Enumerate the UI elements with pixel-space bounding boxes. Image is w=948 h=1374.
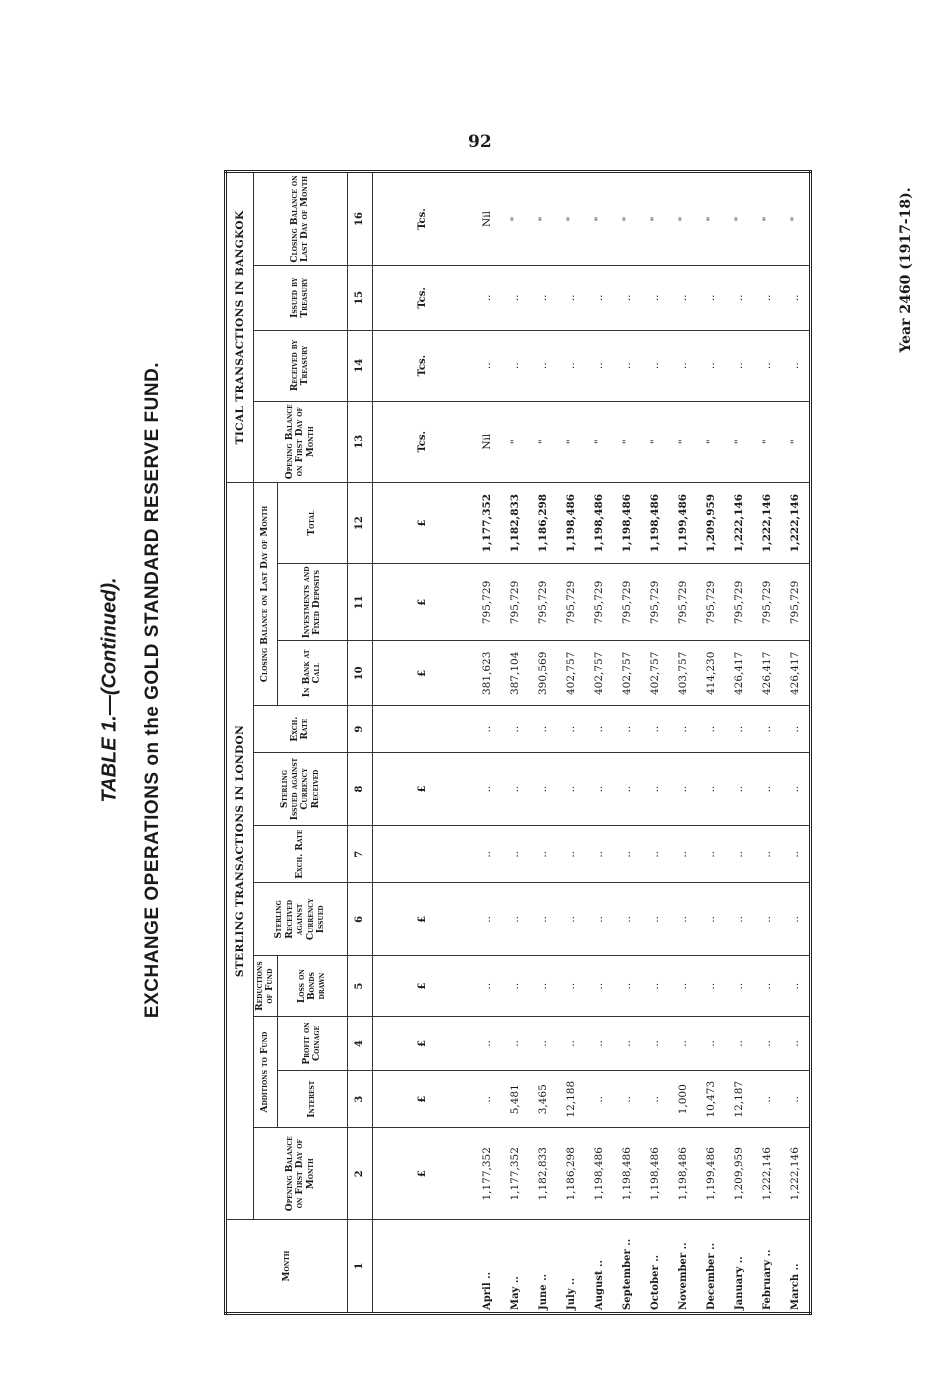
value-cell-col-2: 1,198,486: [641, 1128, 669, 1220]
value-cell-col-11: 795,729: [641, 564, 669, 641]
value-cell-col-9: ..: [781, 706, 811, 753]
value-cell-col-8: ..: [557, 753, 585, 826]
value-cell-col-9: ..: [557, 706, 585, 753]
table-row: [613, 172, 641, 1314]
value-cell-col-9: ..: [529, 706, 557, 753]
value-cell-col-8: ..: [501, 753, 529, 826]
table-row: [529, 172, 557, 1314]
column-number: 2: [347, 1128, 372, 1220]
value-cell-col-14: ..: [641, 330, 669, 401]
unit-cell: £: [372, 482, 473, 563]
value-cell-col-14: ..: [669, 330, 697, 401]
value-cell-col-10: 426,417: [725, 641, 753, 706]
header-interest: Interest: [277, 1071, 347, 1128]
exchange-operations-table-wrapper: [224, 170, 812, 1315]
value-cell-col-14: ..: [501, 330, 529, 401]
value-cell-col-11: 795,729: [697, 564, 725, 641]
value-cell-col-2: 1,209,959: [725, 1128, 753, 1220]
value-cell-col-8: ..: [473, 753, 501, 826]
table-title: TABLE 1.—(Continued).: [98, 577, 121, 803]
value-cell-col-12: 1,198,486: [613, 482, 641, 563]
value-cell-col-12: 1,199,486: [669, 482, 697, 563]
header-issued-treasury: Issued by Treasury: [254, 266, 348, 331]
column-number: 8: [347, 753, 372, 826]
page-number: 92: [468, 132, 492, 152]
value-cell-col-7: ..: [585, 826, 613, 883]
value-cell-col-15: ..: [697, 266, 725, 331]
header-month: Month: [226, 1220, 348, 1314]
value-cell-col-15: ..: [585, 266, 613, 331]
table-row: [641, 172, 669, 1314]
value-cell-col-6: ..: [753, 883, 781, 956]
value-cell-col-16: ": [641, 172, 669, 266]
column-number: 9: [347, 706, 372, 753]
value-cell-col-3: 1,000: [669, 1071, 697, 1128]
column-number: 6: [347, 883, 372, 956]
value-cell-col-4: ..: [501, 1016, 529, 1070]
unit-cell: £: [372, 641, 473, 706]
value-cell-col-15: ..: [641, 266, 669, 331]
value-cell-col-9: ..: [641, 706, 669, 753]
header-closing-balance: Closing Balance on Last Day of Month: [254, 482, 278, 705]
unit-cell: Tcs.: [372, 172, 473, 266]
unit-cell: £: [372, 956, 473, 1016]
value-cell-col-6: ..: [501, 883, 529, 956]
unit-cell: £: [372, 1071, 473, 1128]
value-cell-col-7: ..: [641, 826, 669, 883]
value-cell-col-7: ..: [613, 826, 641, 883]
value-cell-col-2: 1,198,486: [585, 1128, 613, 1220]
value-cell-col-11: 795,729: [501, 564, 529, 641]
value-cell-col-10: 402,757: [557, 641, 585, 706]
value-cell-col-5: ..: [557, 956, 585, 1016]
value-cell-col-16: ": [753, 172, 781, 266]
month-cell: November ..: [669, 1220, 697, 1314]
value-cell-col-9: ..: [473, 706, 501, 753]
value-cell-col-12: 1,209,959: [697, 482, 725, 563]
value-cell-col-10: 414,230: [697, 641, 725, 706]
value-cell-col-14: ..: [473, 330, 501, 401]
value-cell-col-6: ..: [697, 883, 725, 956]
value-cell-col-15: ..: [669, 266, 697, 331]
value-cell-col-4: ..: [529, 1016, 557, 1070]
value-cell-col-6: ..: [557, 883, 585, 956]
value-cell-col-11: 795,729: [781, 564, 811, 641]
value-cell-col-16: ": [501, 172, 529, 266]
value-cell-col-2: 1,222,146: [781, 1128, 811, 1220]
value-cell-col-9: ..: [697, 706, 725, 753]
header-opening-balance: Opening Balance on First Day of Month: [254, 1128, 348, 1220]
table-row: [753, 172, 781, 1314]
value-cell-col-2: 1,186,298: [557, 1128, 585, 1220]
table-row: [669, 172, 697, 1314]
value-cell-col-13: ": [697, 401, 725, 482]
value-cell-col-15: ..: [753, 266, 781, 331]
month-cell: December ..: [697, 1220, 725, 1314]
value-cell-col-14: ..: [753, 330, 781, 401]
value-cell-col-4: ..: [781, 1016, 811, 1070]
value-cell-col-16: ": [725, 172, 753, 266]
value-cell-col-3: 10,473: [697, 1071, 725, 1128]
value-cell-col-9: ..: [753, 706, 781, 753]
value-cell-col-10: 402,757: [613, 641, 641, 706]
unit-cell: £: [372, 1128, 473, 1220]
value-cell-col-9: ..: [669, 706, 697, 753]
column-number: 15: [347, 266, 372, 331]
value-cell-col-10: 403,757: [669, 641, 697, 706]
unit-cell: £: [372, 1016, 473, 1070]
table-row: [697, 172, 725, 1314]
value-cell-col-15: ..: [725, 266, 753, 331]
month-cell: September ..: [613, 1220, 641, 1314]
value-cell-col-16: ": [669, 172, 697, 266]
value-cell-col-8: ..: [697, 753, 725, 826]
value-cell-col-7: ..: [725, 826, 753, 883]
value-cell-col-12: 1,222,146: [725, 482, 753, 563]
value-cell-col-13: ": [529, 401, 557, 482]
value-cell-col-7: ..: [753, 826, 781, 883]
month-cell: May ..: [501, 1220, 529, 1314]
column-number: 13: [347, 401, 372, 482]
value-cell-col-15: ..: [473, 266, 501, 331]
value-cell-col-13: ": [641, 401, 669, 482]
value-cell-col-5: ..: [585, 956, 613, 1016]
value-cell-col-3: 12,187: [725, 1071, 753, 1128]
value-cell-col-12: 1,222,146: [781, 482, 811, 563]
column-number-row: [347, 172, 372, 1314]
value-cell-col-13: ": [753, 401, 781, 482]
year-label: Year 2460 (1917-18).: [898, 187, 914, 353]
value-cell-col-12: 1,198,486: [585, 482, 613, 563]
value-cell-col-5: ..: [529, 956, 557, 1016]
header-tical-group: TICAL TRANSACTIONS IN BANGKOK: [226, 172, 254, 483]
value-cell-col-3: ..: [585, 1071, 613, 1128]
value-cell-col-4: ..: [697, 1016, 725, 1070]
value-cell-col-9: ..: [501, 706, 529, 753]
value-cell-col-10: 402,757: [585, 641, 613, 706]
column-number: 10: [347, 641, 372, 706]
value-cell-col-8: ..: [725, 753, 753, 826]
value-cell-col-4: ..: [557, 1016, 585, 1070]
value-cell-col-11: 795,729: [669, 564, 697, 641]
value-cell-col-12: 1,222,146: [753, 482, 781, 563]
table-row: [585, 172, 613, 1314]
value-cell-col-2: 1,222,146: [753, 1128, 781, 1220]
column-number: 7: [347, 826, 372, 883]
value-cell-col-15: ..: [557, 266, 585, 331]
value-cell-col-13: ": [557, 401, 585, 482]
value-cell-col-7: ..: [669, 826, 697, 883]
value-cell-col-11: 795,729: [529, 564, 557, 641]
value-cell-col-15: ..: [529, 266, 557, 331]
value-cell-col-5: ..: [473, 956, 501, 1016]
header-total: Total: [277, 482, 347, 563]
value-cell-col-8: ..: [781, 753, 811, 826]
value-cell-col-16: ": [557, 172, 585, 266]
value-cell-col-2: 1,198,486: [613, 1128, 641, 1220]
value-cell-col-11: 795,729: [753, 564, 781, 641]
value-cell-col-14: ..: [613, 330, 641, 401]
value-cell-col-5: ..: [613, 956, 641, 1016]
unit-cell: [372, 706, 473, 753]
month-cell: April ..: [473, 1220, 501, 1314]
value-cell-col-5: ..: [781, 956, 811, 1016]
value-cell-col-3: 5,481: [501, 1071, 529, 1128]
header-sterling-group: STERLING TRANSACTIONS IN LONDON: [226, 482, 254, 1219]
value-cell-col-11: 795,729: [585, 564, 613, 641]
month-cell: October ..: [641, 1220, 669, 1314]
unit-cell: Tcs.: [372, 266, 473, 331]
value-cell-col-13: ": [781, 401, 811, 482]
value-cell-col-6: ..: [669, 883, 697, 956]
value-cell-col-14: ..: [529, 330, 557, 401]
header-investments: Investments and Fixed Deposits: [277, 564, 347, 641]
value-cell-col-4: ..: [613, 1016, 641, 1070]
value-cell-col-5: ..: [725, 956, 753, 1016]
value-cell-col-12: 1,198,486: [557, 482, 585, 563]
column-number: 4: [347, 1016, 372, 1070]
header-sterling-issued: Sterling Issued against Currency Received: [254, 753, 348, 826]
unit-cell: £: [372, 753, 473, 826]
value-cell-col-10: 387,104: [501, 641, 529, 706]
header-in-bank: In Bank at Call: [277, 641, 347, 706]
value-cell-col-7: ..: [697, 826, 725, 883]
value-cell-col-4: ..: [725, 1016, 753, 1070]
value-cell-col-12: 1,182,833: [501, 482, 529, 563]
month-cell: February ..: [753, 1220, 781, 1314]
month-cell: March ..: [781, 1220, 811, 1314]
value-cell-col-12: 1,177,352: [473, 482, 501, 563]
value-cell-col-3: ..: [473, 1071, 501, 1128]
value-cell-col-6: ..: [725, 883, 753, 956]
value-cell-col-4: ..: [641, 1016, 669, 1070]
value-cell-col-8: ..: [669, 753, 697, 826]
value-cell-col-5: ..: [501, 956, 529, 1016]
header-tical-closing: Closing Balance on Last Day of Month: [254, 172, 348, 266]
value-cell-col-7: ..: [501, 826, 529, 883]
value-cell-col-16: ": [585, 172, 613, 266]
value-cell-col-8: ..: [613, 753, 641, 826]
value-cell-col-9: ..: [613, 706, 641, 753]
month-cell: August ..: [585, 1220, 613, 1314]
column-number: 5: [347, 956, 372, 1016]
value-cell-col-8: ..: [529, 753, 557, 826]
value-cell-col-11: 795,729: [613, 564, 641, 641]
header-tical-opening: Opening Balance on First Day of Month: [254, 401, 348, 482]
column-number: 11: [347, 564, 372, 641]
value-cell-col-3: ..: [753, 1071, 781, 1128]
value-cell-col-2: 1,182,833: [529, 1128, 557, 1220]
value-cell-col-11: 795,729: [557, 564, 585, 641]
value-cell-col-10: 426,417: [781, 641, 811, 706]
value-cell-col-10: 426,417: [753, 641, 781, 706]
table-subtitle: EXCHANGE OPERATIONS on the GOLD STANDARD RESERVE FUND.: [142, 361, 163, 1019]
value-cell-col-16: ": [529, 172, 557, 266]
header-exch-rate-9: Exch. Rate: [254, 706, 348, 753]
value-cell-col-13: ": [725, 401, 753, 482]
table-row: [725, 172, 753, 1314]
value-cell-col-6: ..: [641, 883, 669, 956]
value-cell-col-6: ..: [473, 883, 501, 956]
value-cell-col-15: ..: [501, 266, 529, 331]
table-row: [473, 172, 501, 1314]
value-cell-col-12: 1,186,298: [529, 482, 557, 563]
value-cell-col-4: ..: [669, 1016, 697, 1070]
header-reductions: Reductions of Fund: [254, 956, 278, 1016]
value-cell-col-10: 390,569: [529, 641, 557, 706]
value-cell-col-16: Nil: [473, 172, 501, 266]
column-number: 3: [347, 1071, 372, 1128]
value-cell-col-6: ..: [781, 883, 811, 956]
value-cell-col-10: 381,623: [473, 641, 501, 706]
value-cell-col-7: ..: [557, 826, 585, 883]
value-cell-col-9: ..: [725, 706, 753, 753]
header-sterling-received: Sterling Received against Currency Issued: [254, 883, 348, 956]
table-row: [557, 172, 585, 1314]
value-cell-col-2: 1,177,352: [501, 1128, 529, 1220]
unit-cell: £: [372, 883, 473, 956]
value-cell-col-3: 3,465: [529, 1071, 557, 1128]
header-profit-coinage: Profit on Coinage: [277, 1016, 347, 1070]
month-cell: July ..: [557, 1220, 585, 1314]
value-cell-col-4: ..: [753, 1016, 781, 1070]
column-number: 1: [347, 1220, 372, 1314]
value-cell-col-5: ..: [753, 956, 781, 1016]
header-received-treasury: Received by Treasury: [254, 330, 348, 401]
value-cell-col-3: ..: [641, 1071, 669, 1128]
value-cell-col-8: ..: [753, 753, 781, 826]
value-cell-col-8: ..: [585, 753, 613, 826]
value-cell-col-13: ": [501, 401, 529, 482]
unit-cell: [372, 826, 473, 883]
value-cell-col-14: ..: [585, 330, 613, 401]
value-cell-col-3: ..: [613, 1071, 641, 1128]
value-cell-col-14: ..: [697, 330, 725, 401]
value-cell-col-13: ": [613, 401, 641, 482]
value-cell-col-5: ..: [697, 956, 725, 1016]
value-cell-col-6: ..: [613, 883, 641, 956]
value-cell-col-16: ": [781, 172, 811, 266]
header-loss-bonds: Loss on Bonds drawn: [277, 956, 347, 1016]
value-cell-col-8: ..: [641, 753, 669, 826]
unit-cell: Tcs.: [372, 330, 473, 401]
column-number: 16: [347, 172, 372, 266]
header-additions: Additions to Fund: [254, 1016, 278, 1128]
value-cell-col-14: ..: [557, 330, 585, 401]
table-row: [501, 172, 529, 1314]
value-cell-col-9: ..: [585, 706, 613, 753]
value-cell-col-6: ..: [529, 883, 557, 956]
value-cell-col-13: ": [585, 401, 613, 482]
exchange-operations-table: [224, 170, 812, 1315]
value-cell-col-15: ..: [781, 266, 811, 331]
month-cell: June ..: [529, 1220, 557, 1314]
value-cell-col-2: 1,198,486: [669, 1128, 697, 1220]
column-number: 12: [347, 482, 372, 563]
value-cell-col-6: ..: [585, 883, 613, 956]
value-cell-col-3: ..: [781, 1071, 811, 1128]
value-cell-col-2: 1,177,352: [473, 1128, 501, 1220]
value-cell-col-5: ..: [641, 956, 669, 1016]
column-number: 14: [347, 330, 372, 401]
value-cell-col-2: 1,199,486: [697, 1128, 725, 1220]
value-cell-col-14: ..: [725, 330, 753, 401]
value-cell-col-4: ..: [585, 1016, 613, 1070]
value-cell-col-12: 1,198,486: [641, 482, 669, 563]
value-cell-col-4: ..: [473, 1016, 501, 1070]
value-cell-col-16: ": [697, 172, 725, 266]
value-cell-col-14: ..: [781, 330, 811, 401]
value-cell-col-13: Nil: [473, 401, 501, 482]
value-cell-col-15: ..: [613, 266, 641, 331]
value-cell-col-3: 12,188: [557, 1071, 585, 1128]
value-cell-col-5: ..: [669, 956, 697, 1016]
value-cell-col-13: ": [669, 401, 697, 482]
unit-cell: [372, 1220, 473, 1314]
unit-row: [372, 172, 473, 1314]
header-exch-rate-7: Exch. Rate: [254, 826, 348, 883]
value-cell-col-10: 402,757: [641, 641, 669, 706]
month-cell: January ..: [725, 1220, 753, 1314]
value-cell-col-7: ..: [781, 826, 811, 883]
unit-cell: Tcs.: [372, 401, 473, 482]
value-cell-col-7: ..: [529, 826, 557, 883]
value-cell-col-11: 795,729: [725, 564, 753, 641]
value-cell-col-16: ": [613, 172, 641, 266]
table-row: [781, 172, 811, 1314]
value-cell-col-7: ..: [473, 826, 501, 883]
unit-cell: £: [372, 564, 473, 641]
value-cell-col-11: 795,729: [473, 564, 501, 641]
